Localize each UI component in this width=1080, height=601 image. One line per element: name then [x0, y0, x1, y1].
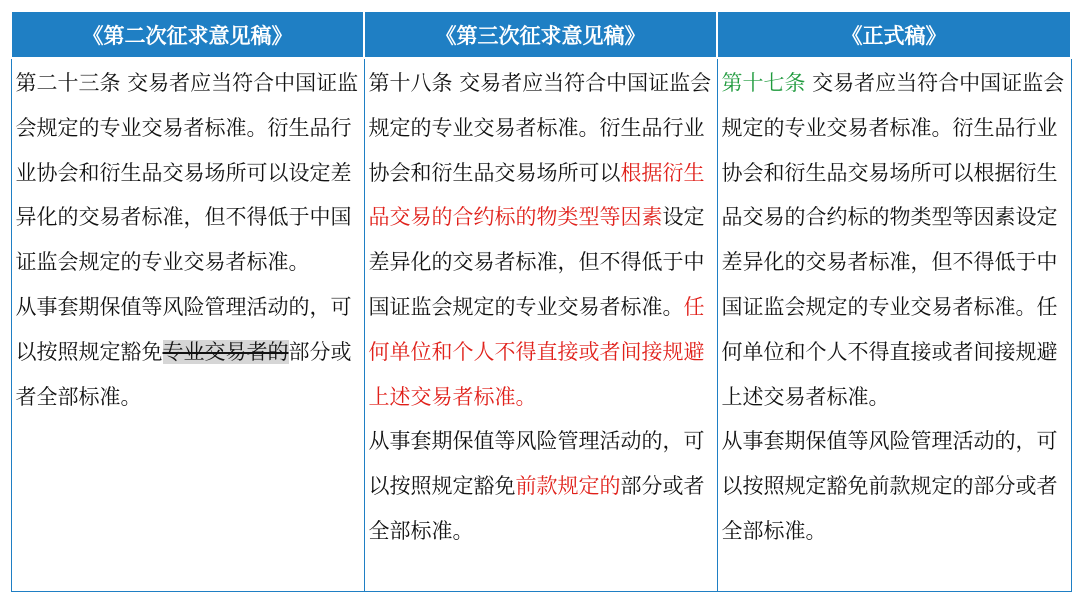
final-draft-paragraph-2: 从事套期保值等风险管理活动的，可以按照规定豁免前款规定的部分或者全部标准。: [721, 429, 1058, 543]
third-draft-p2-text-b: 部分或者全部标准。: [368, 474, 705, 543]
final-draft-paragraph-1: [722, 61, 1068, 419]
second-draft-paragraph-1: 第二十三条 交易者应当符合中国证监会规定的专业交易者标准。衍生品行业协会和衍生品交易场所可以设定差异化的交易者标准，但不得低于中国证监会规定的专业交易者标准。: [15, 71, 359, 275]
third-draft-p2-text-a: 从事套期保值等风险管理活动的，可以按照规定豁免: [368, 429, 705, 499]
third-draft-added-text-3: 前款规定的: [515, 474, 621, 499]
third-draft-added-text-2: 任何单位和个人不得直接或者间接规避上述交易者标准。: [368, 294, 705, 409]
final-draft-article-number: 第十七条: [721, 71, 806, 95]
final-draft-cell: [717, 58, 1071, 592]
header-second-draft: 《第二次征求意见稿》: [11, 11, 364, 58]
third-draft-paragraph-2: [369, 419, 714, 553]
header-final-draft: 《正式稿》: [717, 11, 1071, 58]
second-draft-cell: [11, 58, 364, 592]
third-draft-p1-text-a: 第十八条 交易者应当符合中国证监会规定的专业交易者标准。衍生品行业协会和衍生品交易场所可以: [368, 71, 712, 185]
third-draft-p1-text-b: 设定差异化的交易者标准，但不得低于中国证监会规定的专业交易者标准。: [368, 205, 705, 319]
third-draft-cell: [364, 58, 717, 592]
header-third-draft: 《第三次征求意见稿》: [364, 11, 717, 58]
second-draft-deleted-text: 专业交易者的: [162, 339, 289, 364]
comparison-table-container: [10, 10, 1070, 592]
second-draft-paragraph-2: [16, 285, 361, 419]
second-draft-p2-text-a: 从事套期保值等风险管理活动的，可以按照规定豁免: [15, 294, 352, 364]
comparison-table: [10, 10, 1072, 592]
content-row: [11, 58, 1071, 592]
second-draft-p2-text-b: 部分或者全部标准。: [15, 339, 352, 409]
final-draft-p1-text: 交易者应当符合中国证监会规定的专业交易者标准。衍生品行业协会和衍生品交易场所可以根据衍生品交易的合约标的物类型等因素设定差异化的交易者标准，但不得低于中国证监会规定的专业交易者标准。任何单位和个人不得直接或者间接规避上述交易者标准。: [721, 71, 1065, 409]
third-draft-added-text-1: 根据衍生品交易的合约标的物类型等因素: [368, 160, 705, 230]
header-row: [11, 11, 1071, 58]
third-draft-paragraph-1: [369, 61, 714, 419]
